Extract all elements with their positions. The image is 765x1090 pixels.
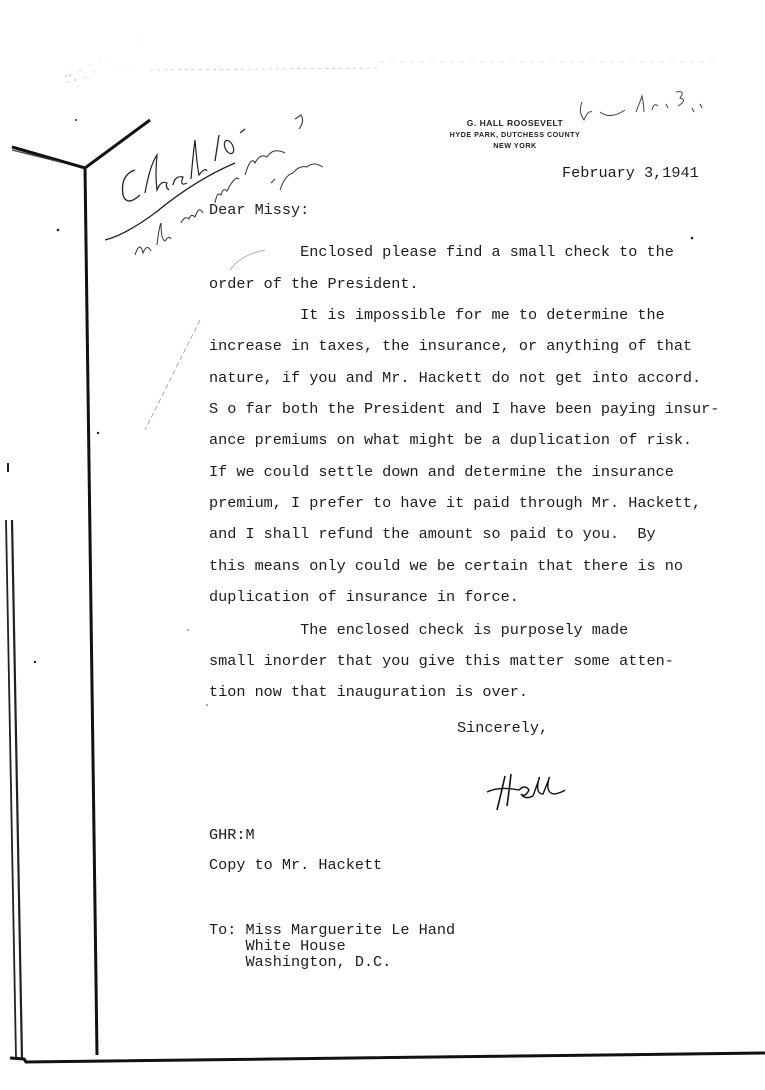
letterhead-address: HYDE PARK, DUTCHESS COUNTY xyxy=(449,130,581,139)
signature-hall xyxy=(485,770,575,816)
salutation: Dear Missy: xyxy=(209,201,310,219)
body-line: ance premiums on what might be a duplication of risk. xyxy=(209,431,693,449)
letterhead-state: NEW YORK xyxy=(493,141,537,150)
reference-initials: GHR:M xyxy=(209,826,255,844)
body-line: S o far both the President and I have been paying insur- xyxy=(209,400,720,418)
letterhead-name: G. HALL ROOSEVELT xyxy=(466,118,564,128)
body-line: nature, if you and Mr. Hackett do not get into accord. xyxy=(209,369,702,387)
body-line: and I shall refund the amount so paid to you. By xyxy=(209,525,656,543)
body-line: premium, I prefer to have it paid through Mr. Hackett, xyxy=(209,494,702,512)
body-line: The enclosed check is purposely made xyxy=(209,621,629,639)
body-line: increase in taxes, the insurance, or anything of that xyxy=(209,337,693,355)
body-line: duplication of insurance in force. xyxy=(209,588,519,606)
handwritten-top-right-note xyxy=(570,82,740,132)
recipient-building: White House xyxy=(209,937,346,955)
recipient-city: Washington, D.C. xyxy=(209,953,392,971)
body-line: order of the President. xyxy=(209,275,419,293)
body-line: this means only could we be certain that there is no xyxy=(209,557,683,575)
body-line: tion now that inauguration is over. xyxy=(209,683,528,701)
body-line: If we could settle down and determine the insurance xyxy=(209,463,674,481)
letterhead xyxy=(440,117,590,151)
copy-to-line: Copy to Mr. Hackett xyxy=(209,856,383,874)
letter-date: February 3,1941 xyxy=(562,164,699,182)
body-line: Enclosed please find a small check to the xyxy=(209,243,674,261)
handwritten-margin-notes xyxy=(95,95,395,265)
body-line: It is impossible for me to determine the xyxy=(209,306,665,324)
recipient-address xyxy=(209,922,455,970)
recipient-name: To: Miss Marguerite Le Hand xyxy=(209,921,456,939)
body-line: small inorder that you give this matter some atten- xyxy=(209,652,674,670)
closing: Sincerely, xyxy=(457,719,549,737)
